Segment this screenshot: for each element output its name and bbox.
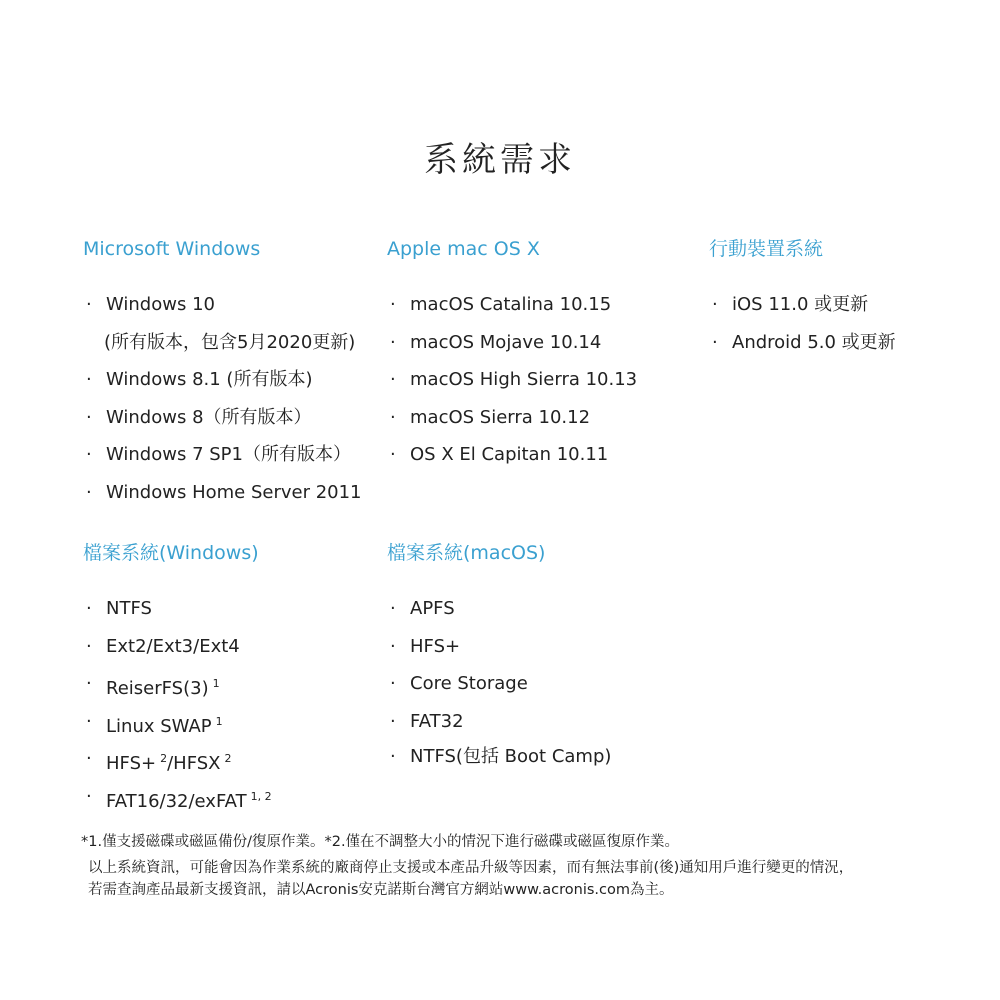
bullet: ·: [86, 444, 92, 466]
list-item: · APFS: [387, 590, 611, 628]
list-item: · Ext2/Ext3/Ext4: [83, 628, 272, 666]
fs-windows-section: [83, 538, 272, 816]
mac-heading: Apple mac OS X: [387, 238, 540, 260]
mac-list: [387, 286, 637, 474]
bullet: ·: [712, 331, 718, 353]
bullet: ·: [390, 444, 396, 466]
bullet: ·: [86, 710, 92, 732]
bullet: ·: [390, 331, 396, 353]
list-item: · macOS High Sierra 10.13: [387, 361, 637, 399]
footnote-marker: 1: [212, 677, 220, 691]
bullet: ·: [390, 598, 396, 619]
list-item: · Windows Home Server 2011: [83, 474, 362, 512]
fs-mac-section: [387, 538, 611, 773]
mac-section: [387, 234, 637, 474]
list-item: · Linux SWAP $^1$: [83, 703, 272, 741]
list-item: · Windows 10: [83, 286, 362, 324]
footnote-marker: 1, 2: [250, 789, 272, 803]
list-item-continuation: (所有版本，包含5月2020更新): [104, 331, 356, 353]
list-item: · Android 5.0 或更新: [709, 324, 896, 362]
bullet: ·: [390, 673, 396, 695]
bullet: ·: [390, 406, 396, 428]
list-item: · ReiserFS(3) $^1$: [83, 665, 272, 703]
windows-section: [83, 234, 362, 512]
bullet: ·: [86, 406, 92, 428]
footnote-marker: 2: [160, 752, 168, 766]
list-item: · iOS 11.0 或更新: [709, 286, 896, 324]
list-item: · NTFS(包括 Boot Camp): [387, 740, 611, 773]
list-item: · HFS+: [387, 628, 611, 666]
disclaimer: [88, 857, 853, 901]
windows-heading: Microsoft Windows: [83, 238, 261, 260]
page-title: 系統需求: [424, 140, 576, 180]
footnote-marker: 1: [215, 714, 223, 728]
list-item: · NTFS: [83, 590, 272, 628]
bullet: ·: [86, 481, 92, 503]
mobile-section: [709, 234, 896, 361]
list-item: · Windows 8.1 (所有版本): [83, 361, 362, 399]
bullet: ·: [86, 785, 92, 807]
fs-mac-list: [387, 590, 611, 773]
list-item: · FAT32: [387, 703, 611, 741]
footnote-marker: 2: [224, 752, 232, 766]
bullet: ·: [86, 369, 92, 391]
fs-windows-heading: 檔案系統(Windows): [83, 542, 259, 564]
list-item: · OS X El Capitan 10.11: [387, 436, 637, 474]
fs-mac-heading: 檔案系統(macOS): [387, 542, 546, 564]
fs-windows-list: [83, 590, 272, 816]
bullet: ·: [390, 710, 396, 732]
bullet: ·: [86, 635, 92, 657]
footnote: *1.僅支援磁碟或磁區備份/復原作業。*2.僅在不調整大小的情況下進行磁碟或磁區復原作業。: [81, 834, 680, 850]
list-item: · macOS Sierra 10.12: [387, 399, 637, 437]
list-item: · Windows 7 SP1（所有版本）: [83, 436, 362, 474]
list-item: · HFS+ $^2$/HFSX $^2$: [83, 740, 272, 778]
bullet: ·: [712, 294, 718, 315]
disclaimer-line: 若需查詢產品最新支援資訊，請以Acronis安克諾斯台灣官方網站www.acronis.com為主。: [88, 882, 674, 898]
bullet: ·: [390, 369, 396, 391]
mobile-heading: 行動裝置系統: [709, 238, 824, 260]
list-item: · macOS Catalina 10.15: [387, 286, 637, 324]
bullet: ·: [390, 294, 396, 315]
list-item: · macOS Mojave 10.14: [387, 324, 637, 362]
bullet: ·: [390, 746, 396, 768]
bullet: ·: [86, 598, 92, 619]
bullet: ·: [86, 294, 92, 315]
disclaimer-line: 以上系統資訊，可能會因為作業系統的廠商停止支援或本產品升級等因素，而有無法事前(後)通知用戶進行變更的情況，: [88, 860, 854, 876]
list-item: · Windows 8（所有版本）: [83, 399, 362, 437]
mobile-list: [709, 286, 896, 361]
list-item: · Core Storage: [387, 665, 611, 703]
list-item: · FAT16/32/exFAT $^{1, 2}$: [83, 778, 272, 816]
bullet: ·: [390, 635, 396, 657]
bullet: ·: [86, 673, 92, 695]
windows-list: [83, 286, 362, 512]
bullet: ·: [86, 748, 92, 770]
